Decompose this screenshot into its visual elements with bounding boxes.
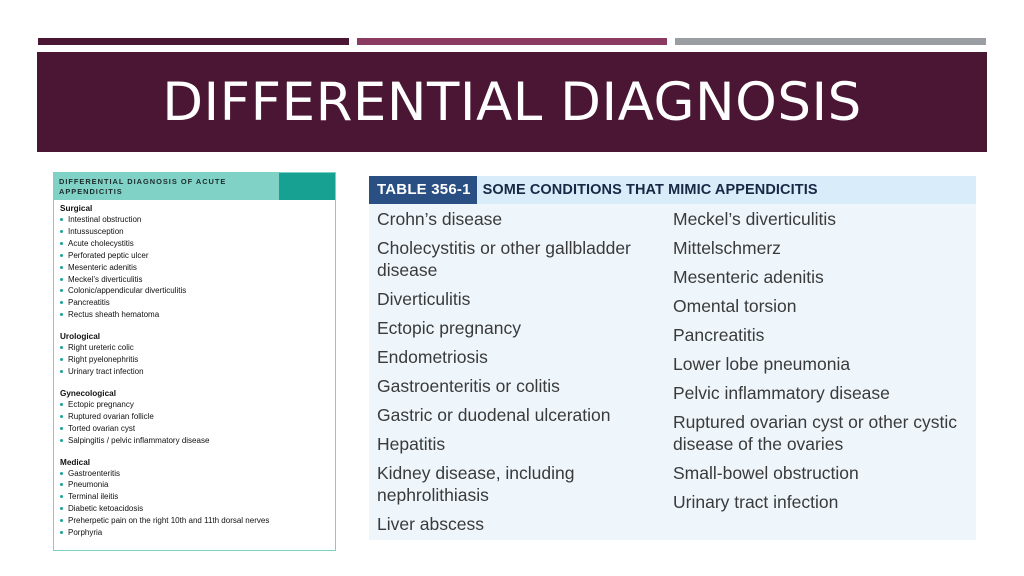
diagnosis-item-text: Ruptured ovarian follicle [68, 411, 154, 421]
diagnosis-item [60, 274, 335, 286]
bullet-icon [60, 230, 63, 233]
diagnosis-item [60, 435, 335, 447]
diagnosis-item-text: Salpingitis / pelvic inflammatory disease [68, 435, 210, 445]
bullet-icon [60, 531, 63, 534]
diagnosis-item-text: Perforated peptic ulcer [68, 250, 149, 260]
bullet-icon [60, 427, 63, 430]
accent-bar-left [38, 38, 349, 45]
diagnosis-item-text: Right ureteric colic [68, 343, 134, 353]
diagnosis-item [60, 297, 335, 309]
diagnosis-item-text: Right pyelonephritis [68, 355, 139, 365]
right-table-title: SOME CONDITIONS THAT MIMIC APPENDICITIS [482, 182, 818, 198]
diagnosis-item-text: Intussusception [68, 226, 124, 236]
diagnosis-item-text: Colonic/appendicular diverticulitis [68, 286, 187, 296]
diagnosis-item [60, 354, 335, 366]
diagnosis-group-title: Gynecological [60, 388, 116, 398]
diagnosis-item [60, 491, 335, 503]
bullet-icon [60, 483, 63, 486]
diagnosis-item-text: Acute cholecystitis [68, 238, 134, 248]
condition-item: Ruptured ovarian cyst or other cystic disease of the ovaries [673, 412, 958, 454]
right-table-header [369, 176, 976, 204]
diagnosis-group [60, 457, 335, 539]
condition-item: Pelvic inflammatory disease [673, 383, 890, 403]
condition-item: Pancreatitis [673, 325, 765, 345]
diagnosis-item-text: Preherpetic pain on the right 10th and 11th dorsal nerves [68, 516, 270, 526]
condition-item: Crohn’s disease [377, 209, 503, 229]
condition-item: Gastric or duodenal ulceration [377, 405, 611, 425]
diagnosis-group-title: Medical [60, 457, 91, 467]
bullet-icon [60, 415, 63, 418]
bullet-icon [60, 218, 63, 221]
bullet-icon [60, 519, 63, 522]
condition-item: Small-bowel obstruction [673, 463, 859, 483]
accent-bar-right [675, 38, 986, 45]
condition-item: Gastroenteritis or colitis [377, 376, 560, 396]
appendicitis-differential-table [53, 172, 336, 551]
diagnosis-item-text: Terminal ileitis [68, 492, 119, 502]
diagnosis-item [60, 226, 335, 238]
condition-item: Lower lobe pneumonia [673, 354, 851, 374]
bullet-icon [60, 472, 63, 475]
diagnosis-group [60, 388, 335, 447]
diagnosis-item [60, 411, 335, 423]
bullet-icon [60, 403, 63, 406]
bullet-icon [60, 278, 63, 281]
diagnosis-item [60, 527, 335, 539]
bullet-icon [60, 254, 63, 257]
diagnosis-item [60, 399, 335, 411]
bullet-icon [60, 313, 63, 316]
diagnosis-item [60, 503, 335, 515]
title-band [37, 52, 987, 152]
left-table-header [54, 173, 335, 200]
condition-item: Mesenteric adenitis [673, 267, 824, 287]
condition-item: Mittelschmerz [673, 238, 781, 258]
bullet-icon [60, 301, 63, 304]
diagnosis-group-title: Surgical [60, 204, 93, 213]
diagnosis-item [60, 515, 335, 527]
bullet-icon [60, 242, 63, 245]
diagnosis-item-text: Pancreatitis [68, 298, 110, 308]
condition-item: Meckel’s diverticulitis [673, 209, 837, 229]
diagnosis-item [60, 214, 335, 226]
diagnosis-item-text: Pneumonia [68, 480, 109, 490]
condition-item: Endometriosis [377, 347, 488, 367]
diagnosis-item [60, 342, 335, 354]
condition-item: Cholecystitis or other gallbladder disease [377, 238, 631, 280]
condition-item: Omental torsion [673, 296, 797, 316]
bullet-icon [60, 495, 63, 498]
condition-item: Ectopic pregnancy [377, 318, 521, 338]
diagnosis-group [60, 203, 335, 321]
diagnosis-item [60, 479, 335, 491]
diagnosis-group-title: Urological [60, 332, 101, 342]
diagnosis-item [60, 468, 335, 480]
bullet-icon [60, 289, 63, 292]
diagnosis-item-text: Gastroenteritis [68, 468, 121, 478]
bullet-icon [60, 439, 63, 442]
diagnosis-item [60, 250, 335, 262]
diagnosis-item-text: Diabetic ketoacidosis [68, 504, 144, 514]
diagnosis-item-text: Ectopic pregnancy [68, 399, 134, 409]
condition-item: Kidney disease, including nephrolithiasis [377, 463, 575, 505]
diagnosis-item [60, 366, 335, 378]
slide-title: DIFFERENTIAL DIAGNOSIS [162, 71, 862, 133]
bullet-icon [60, 358, 63, 361]
diagnosis-group [60, 331, 335, 378]
condition-item: Diverticulitis [377, 289, 471, 309]
diagnosis-item [60, 285, 335, 297]
left-table-header-text: DIFFERENTIAL DIAGNOSIS OF ACUTE APPENDICITIS [59, 176, 227, 196]
condition-item: Hepatitis [377, 434, 446, 454]
condition-item: Urinary tract infection [673, 492, 839, 512]
left-table-header-accent [279, 173, 335, 200]
condition-item: Liver abscess [377, 514, 484, 534]
bullet-icon [60, 346, 63, 349]
diagnosis-item-text: Rectus sheath hematoma [68, 310, 160, 320]
diagnosis-item-text: Porphyria [68, 528, 103, 538]
bullet-icon [60, 507, 63, 510]
diagnosis-item-text: Urinary tract infection [68, 366, 144, 376]
diagnosis-item [60, 238, 335, 250]
conditions-column-right [669, 208, 973, 542]
diagnosis-item-text: Mesenteric adenitis [68, 262, 137, 272]
diagnosis-item [60, 262, 335, 274]
conditions-column-left [369, 208, 669, 542]
mimic-conditions-table [369, 176, 976, 540]
bullet-icon [60, 370, 63, 373]
diagnosis-item-text: Intestinal obstruction [68, 215, 142, 224]
bullet-icon [60, 266, 63, 269]
diagnosis-item-text: Torted ovarian cyst [68, 423, 136, 433]
diagnosis-item-text: Meckel’s diverticulitis [68, 274, 143, 284]
diagnosis-item [60, 423, 335, 435]
diagnosis-item [60, 309, 335, 321]
left-table-body [54, 200, 335, 539]
table-number-label: TABLE 356-1 [369, 176, 477, 204]
accent-bar-middle [357, 38, 667, 45]
